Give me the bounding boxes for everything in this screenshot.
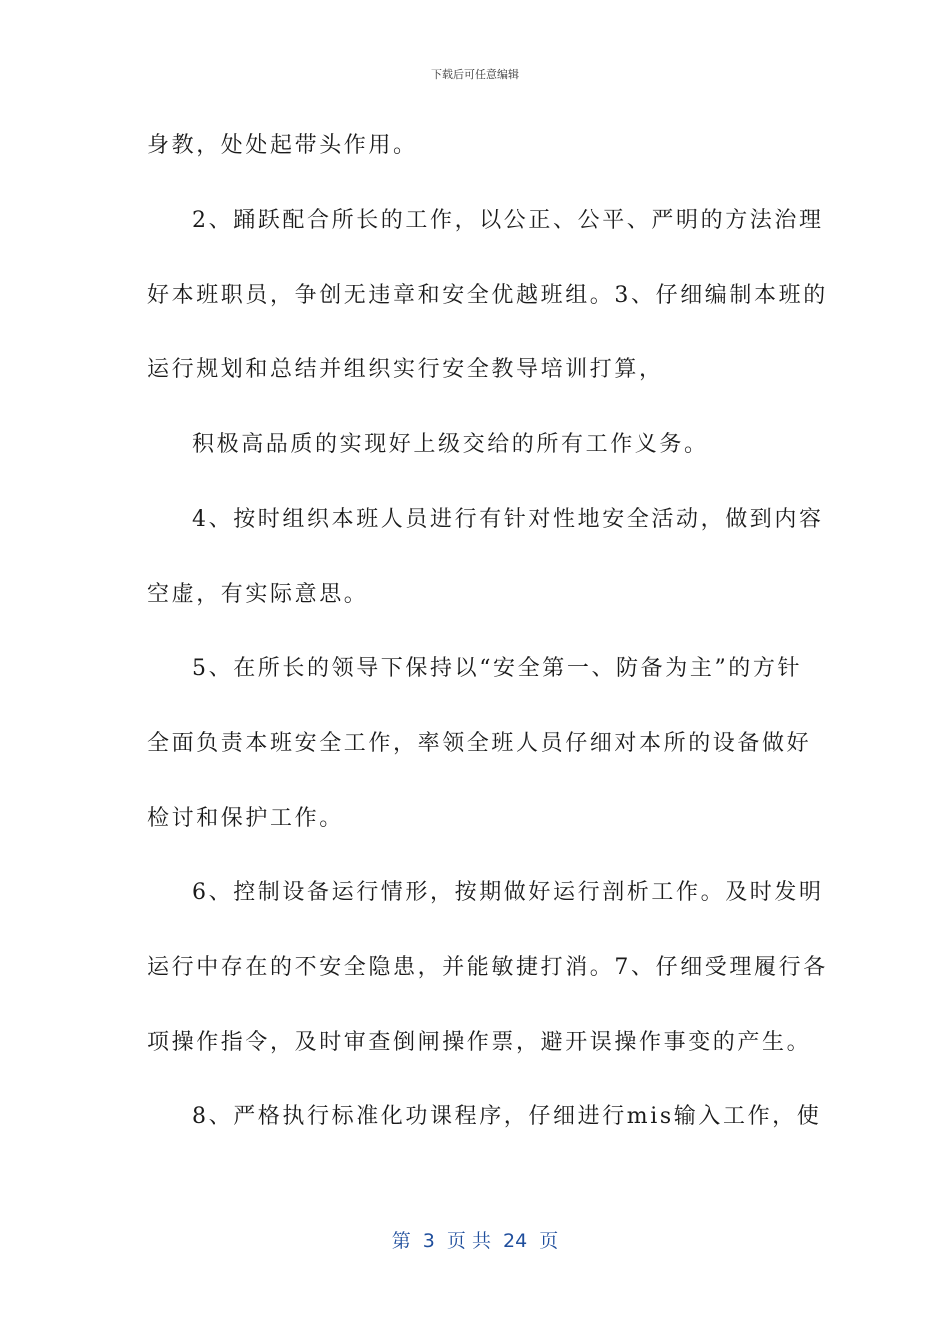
text-line: 6、控制设备运行情形，按期做好运行剖析工作。及时发明 xyxy=(192,880,824,905)
page-header: 下载后可任意编辑 xyxy=(431,68,519,81)
text-line: 好本班职员，争创无违章和安全优越班组。3、仔细编制本班的 xyxy=(147,283,828,308)
text-line: 4、按时组织本班人员进行有针对性地安全活动，做到内容 xyxy=(192,507,824,532)
text-line: 运行规划和总结并组织实行安全教导培训打算， xyxy=(147,357,664,382)
text-line: 2、踊跃配合所长的工作，以公正、公平、严明的方法治理 xyxy=(192,208,824,233)
text-line: 项操作指令，及时审查倒闸操作票，避开误操作事变的产生。 xyxy=(147,1030,812,1055)
page-footer: 第 3 页 共 24 页 xyxy=(391,1230,559,1252)
text-line: 运行中存在的不安全隐患，并能敏捷打消。7、仔细受理履行各 xyxy=(147,955,828,980)
text-line: 身教，处处起带头作用。 xyxy=(147,133,418,158)
text-line: 8、严格执行标准化功课程序，仔细进行mis输入工作，使 xyxy=(192,1104,822,1129)
text-line: 积极高品质的实现好上级交给的所有工作义务。 xyxy=(192,432,709,457)
text-line: 检讨和保护工作。 xyxy=(147,806,344,831)
text-line: 全面负责本班安全工作，率领全班人员仔细对本所的设备做好 xyxy=(147,731,812,756)
text-line: 5、在所长的领导下保持以“安全第一、防备为主”的方针 xyxy=(192,656,803,681)
text-line: 空虚，有实际意思。 xyxy=(147,582,369,607)
